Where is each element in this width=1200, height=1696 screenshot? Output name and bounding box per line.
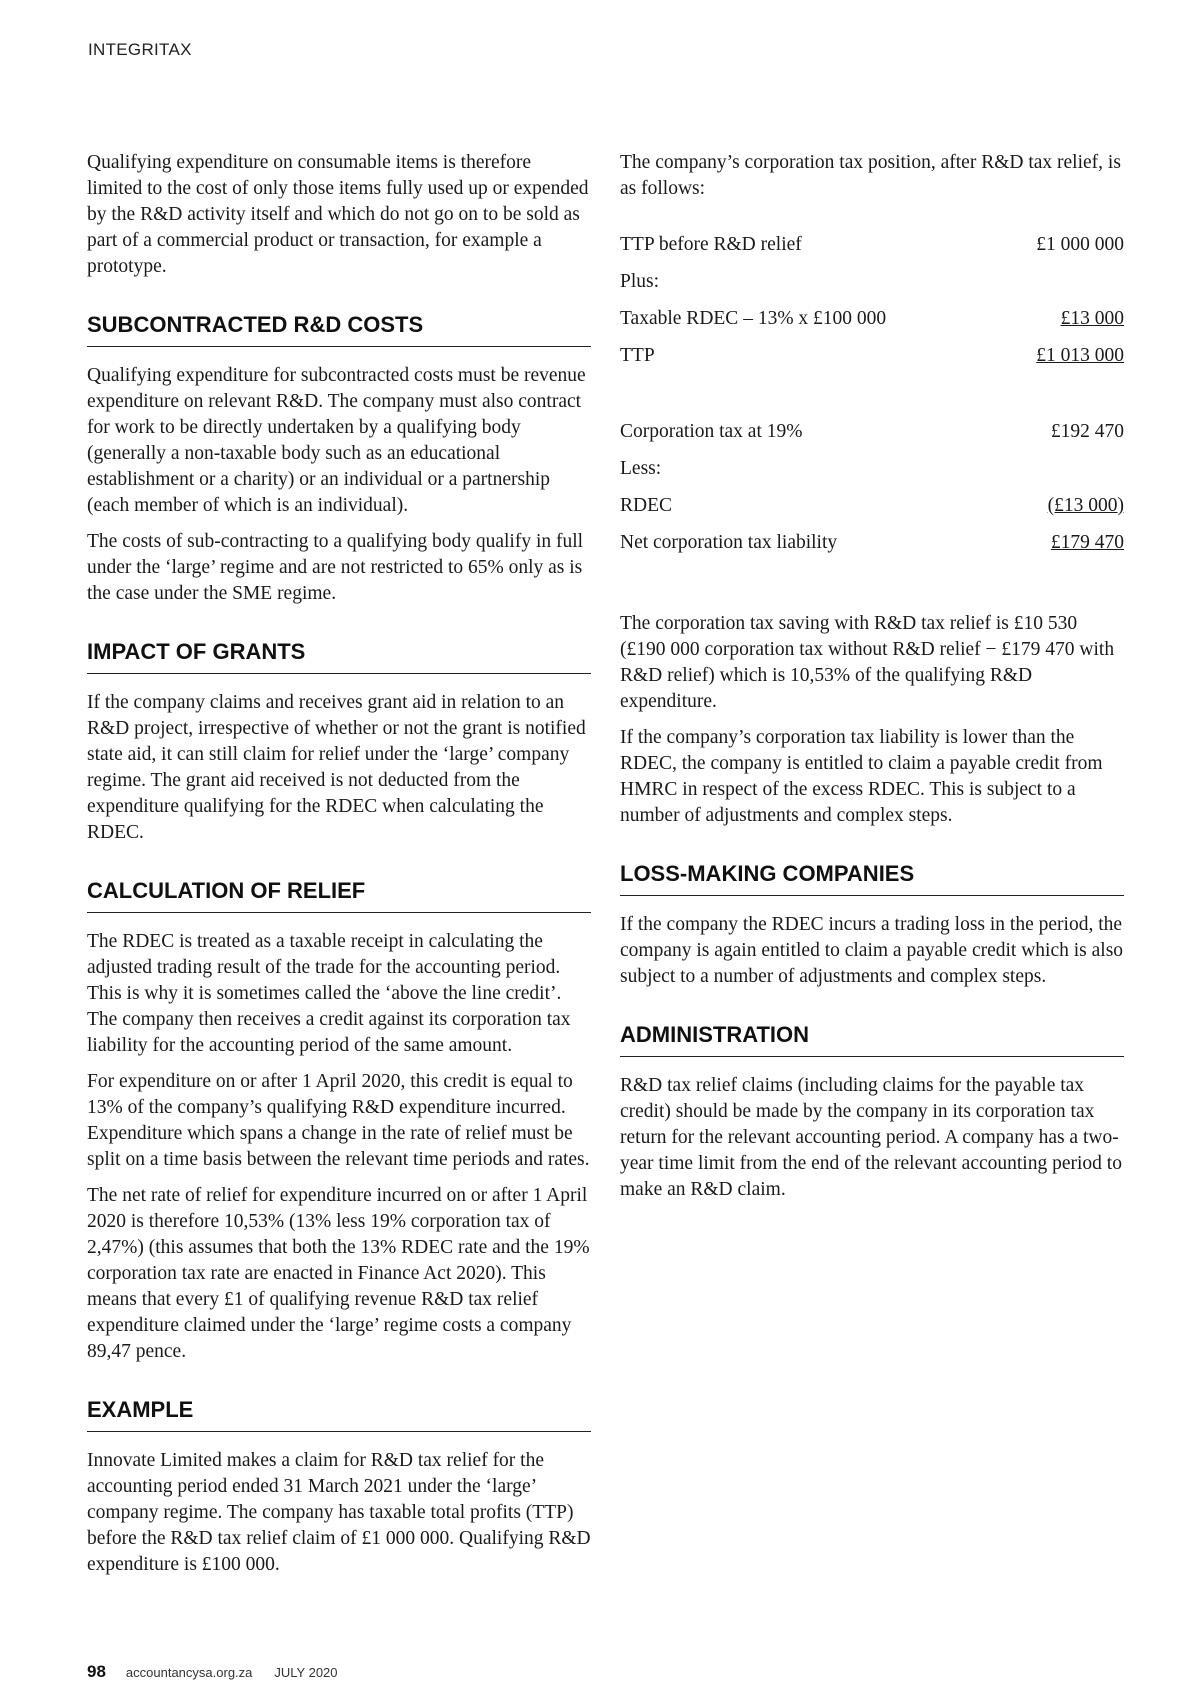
- section-example: [87, 1397, 591, 1578]
- row-label: Taxable RDEC – 13% x £100 000: [620, 308, 887, 329]
- paragraph: If the company’s corporation tax liability is lower than the RDEC, the company is entitled to claim a payable credit from HMRC in respect of the excess RDEC. This is subject to a number of adjustments and complex steps.: [620, 727, 1103, 826]
- paragraph: The net rate of relief for expenditure incurred on or after 1 April 2020 is therefore 10,53% (13% less 19% corporation tax of 2,47%) (this assumes that both the 13% RDEC rate and the 19% corporation tax rate are enacted in Finance Act 2020). This means that every £1 of qualifying revenue R&D tax relief expenditure claimed under the ‘large’ regime costs a company 89,47 pence.: [87, 1185, 590, 1362]
- paragraph: If the company the RDEC incurs a trading loss in the period, the company is again entitled to claim a payable credit which is also subject to a number of adjustments and complex steps.: [620, 914, 1124, 987]
- row-value: (£13 000): [1047, 495, 1124, 516]
- issue-date: JULY 2020: [274, 1665, 338, 1680]
- paragraph: If the company claims and receives grant aid in relation to an R&D project, irrespective of whether or not the grant is notified state aid, it can still claim for relief under the ‘large’ company regime. The grant aid received is not deducted from the expenditure qualifying for the RDEC when calculating the RDEC.: [87, 692, 586, 843]
- row-label: TTP: [620, 345, 655, 366]
- section-heading: LOSS-MAKING COMPANIES: [620, 861, 1124, 896]
- row-value: £1 000 000: [1036, 234, 1124, 255]
- page-number: 98: [87, 1662, 106, 1681]
- section-heading: CALCULATION OF RELIEF: [87, 878, 591, 913]
- section-heading: EXAMPLE: [87, 1397, 591, 1432]
- section-heading: IMPACT OF GRANTS: [87, 639, 591, 674]
- paragraph: The costs of sub-contracting to a qualifying body qualify in full under the ‘large’ regime and are not restricted to 65% only as is the case under the SME regime.: [87, 531, 584, 604]
- tax-computation-table: [620, 232, 1124, 556]
- row-value: £179 470: [1050, 532, 1124, 553]
- table-row: [620, 530, 1124, 556]
- table-row: [620, 232, 1124, 258]
- paragraph: The RDEC is treated as a taxable receipt in calculating the adjusted trading result of the trade for the accounting period. This is why it is sometimes called the ‘above the line credit’. The company then receives a credit against its corporation tax liability for the accounting period of the same amount.: [87, 931, 571, 1056]
- site-url: accountancysa.org.za: [125, 1665, 253, 1680]
- intro-paragraph: Qualifying expenditure on consumable items is therefore limited to the cost of only those items fully used up or expended by the R&D activity itself and which do not go on to be sold as part of a commercial product or transaction, for example a prototype.: [87, 152, 589, 277]
- row-value: £13 000: [1060, 308, 1124, 329]
- intro-paragraph: The company’s corporation tax position, after R&D tax relief, is as follows:: [620, 152, 1121, 199]
- paragraph: Qualifying expenditure for subcontracted costs must be revenue expenditure on relevant R&D. The company must also contract for work to be directly undertaken by a qualifying body (generally a non-taxable body such as an educational establishment or a charity) or an individual or a partnership (each member of which is an individual).: [87, 365, 586, 516]
- table-row: [620, 456, 1124, 482]
- paragraph: R&D tax relief claims (including claims for the payable tax credit) should be made by the company in its corporation tax return for the relevant accounting period. A company has a two-year time limit from the end of the relevant accounting period to make an R&D claim.: [620, 1075, 1122, 1200]
- section-grants: [87, 639, 591, 846]
- section-calculation: [87, 878, 591, 1365]
- running-header: INTEGRITAX: [88, 40, 192, 59]
- paragraph: Innovate Limited makes a claim for R&D tax relief for the accounting period ended 31 March 2021 under the ‘large’ company regime. The company has taxable total profits (TTP) before the R&D tax relief claim of £1 000 000. Qualifying R&D expenditure is £100 000.: [87, 1450, 591, 1575]
- section-heading: ADMINISTRATION: [620, 1022, 1124, 1057]
- row-label: Less:: [620, 458, 662, 479]
- table-row: [620, 419, 1124, 445]
- table-row: [620, 493, 1124, 519]
- section-loss-making: [620, 861, 1124, 990]
- section-administration: [620, 1022, 1124, 1203]
- right-column: [620, 150, 1124, 1213]
- row-value: £1 013 000: [1036, 345, 1124, 366]
- table-row: [620, 269, 1124, 295]
- page-footer: [87, 1662, 338, 1682]
- row-label: TTP before R&D relief: [620, 234, 802, 255]
- paragraph: The corporation tax saving with R&D tax relief is £10 530 (£190 000 corporation tax without R&D relief − £179 470 with R&D relief) which is 10,53% of the qualifying R&D expenditure.: [620, 613, 1115, 712]
- table-row: [620, 343, 1124, 369]
- row-value: £192 470: [1050, 421, 1124, 442]
- section-heading: SUBCONTRACTED R&D COSTS: [87, 312, 591, 347]
- table-row: [620, 306, 1124, 332]
- row-label: RDEC: [620, 495, 673, 516]
- paragraph: For expenditure on or after 1 April 2020, this credit is equal to 13% of the company’s qualifying R&D expenditure incurred. Expenditure which spans a change in the rate of relief must be split on a time basis between the relevant time periods and rates.: [87, 1071, 590, 1170]
- row-label: Net corporation tax liability: [620, 532, 838, 553]
- row-label: Corporation tax at 19%: [620, 421, 803, 442]
- row-label: Plus:: [620, 271, 660, 292]
- section-subcontracted: [87, 312, 591, 607]
- left-column: [87, 150, 591, 1588]
